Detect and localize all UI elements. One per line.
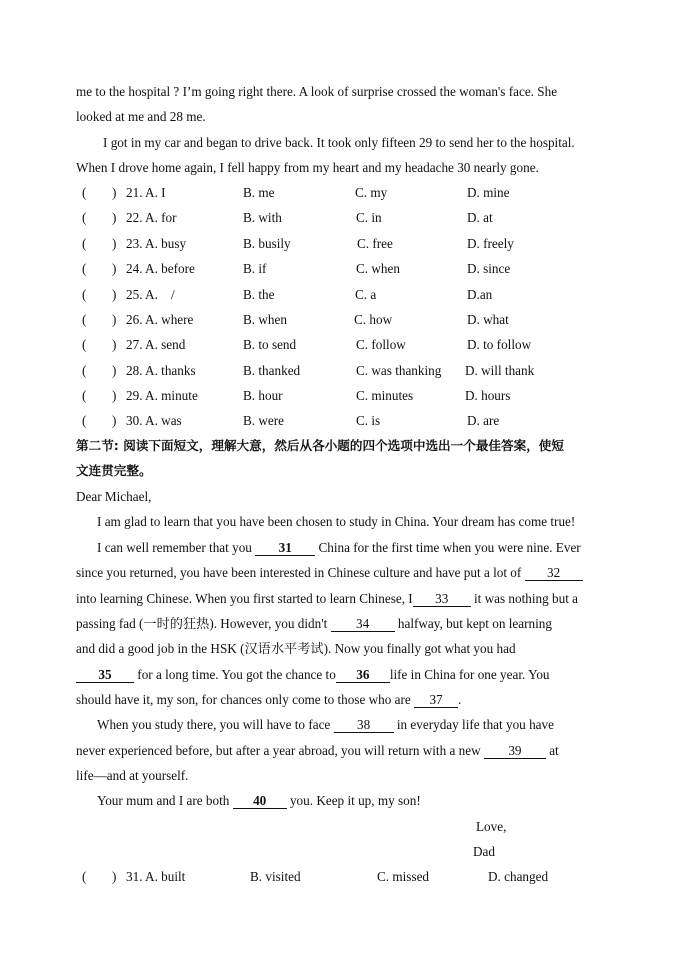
option-d: D. mine <box>467 185 510 200</box>
option-d: D.an <box>467 287 493 302</box>
blank-38: 38 <box>334 717 394 733</box>
option-b: B. hour <box>243 388 283 403</box>
letter-line <box>97 716 554 734</box>
answer-paren-open: ( <box>82 363 87 378</box>
option-a: 24. A. before <box>126 261 195 276</box>
option-a: 22. A. for <box>126 210 177 225</box>
letter-text: life in China for one year. You <box>389 667 550 682</box>
option-d: D. at <box>467 210 493 225</box>
option-a: 25. A. / <box>126 287 175 302</box>
answer-paren-open: ( <box>82 261 87 276</box>
option-a: 29. A. minute <box>126 388 198 403</box>
letter-line <box>76 564 583 582</box>
letter-text: into learning Chinese. When you first started to learn Chinese, I <box>76 591 413 606</box>
letter-text: passing fad (一时的狂热). However, you didn't <box>76 616 328 631</box>
letter-line <box>76 590 578 608</box>
option-b: B. the <box>243 287 275 302</box>
blank-39: 39 <box>484 743 546 759</box>
answer-paren-open: ( <box>82 210 87 225</box>
answer-paren-open: ( <box>82 312 87 327</box>
option-d: D. what <box>467 312 509 327</box>
letter-greeting: Dear Michael, <box>76 489 152 504</box>
answer-paren-close: ) <box>112 337 117 352</box>
letter-text: since you returned, you have been interested in Chinese culture and have put a lot of <box>76 565 522 580</box>
answer-paren-close: ) <box>112 363 117 378</box>
answer-paren-close: ) <box>112 869 117 884</box>
letter-text: for a long time. You got the chance to <box>137 667 336 682</box>
answer-paren-open: ( <box>82 413 87 428</box>
option-b: B. to send <box>243 337 297 352</box>
answer-paren-close: ) <box>112 261 117 276</box>
letter-line <box>76 742 559 760</box>
letter-text: should have it, my son, for chances only come to those who are <box>76 692 411 707</box>
option-d: D. since <box>467 261 511 276</box>
answer-paren-close: ) <box>112 236 117 251</box>
passage-line: When I drove home again, I fell happy from my heart and my headache 30 nearly gone. <box>76 160 539 175</box>
option-c: C. follow <box>356 337 406 352</box>
answer-paren-open: ( <box>82 287 87 302</box>
letter-line <box>76 691 461 709</box>
answer-paren-close: ) <box>112 287 117 302</box>
option-a: 28. A. thanks <box>126 363 196 378</box>
passage-line: looked at me and 28 me. <box>76 109 206 124</box>
option-d: D. freely <box>467 236 514 251</box>
option-b: B. me <box>243 185 275 200</box>
blank-31: 31 <box>255 540 315 556</box>
option-c: C. is <box>356 413 381 428</box>
option-c: C. how <box>354 312 393 327</box>
letter-line <box>76 666 550 684</box>
option-d: D. changed <box>488 869 549 884</box>
letter-text: at <box>549 743 559 758</box>
letter-line: and did a good job in the HSK (汉语水平考试). Now you finally got what you had <box>76 641 516 656</box>
letter-text: I can well remember that you <box>97 540 252 555</box>
answer-paren-open: ( <box>82 388 87 403</box>
option-a: 30. A. was <box>126 413 182 428</box>
section-heading: 文连贯完整。 <box>76 463 152 478</box>
passage-line: me to the hospital ? I’m going right there. A look of surprise crossed the woman's face. She <box>76 84 558 99</box>
option-c: C. minutes <box>356 388 414 403</box>
answer-paren-close: ) <box>112 312 117 327</box>
letter-line <box>76 615 552 633</box>
letter-line: I am glad to learn that you have been chosen to study in China. Your dream has come true! <box>97 514 576 529</box>
letter-text: in everyday life that you have <box>396 717 554 732</box>
option-c: C. missed <box>377 869 430 884</box>
option-c: C. my <box>355 185 388 200</box>
letter-text: Your mum and I are both <box>97 793 230 808</box>
blank-40: 40 <box>233 793 287 809</box>
answer-paren-close: ) <box>112 185 117 200</box>
answer-paren-open: ( <box>82 337 87 352</box>
letter-text: never experienced before, but after a year abroad, you will return with a new <box>76 743 481 758</box>
blank-34: 34 <box>331 616 395 632</box>
option-c: C. in <box>356 210 382 225</box>
option-d: D. hours <box>465 388 511 403</box>
letter-line <box>97 539 581 557</box>
option-d: D. are <box>467 413 500 428</box>
answer-paren-close: ) <box>112 210 117 225</box>
letter-text: . <box>458 692 462 707</box>
letter-text: it was nothing but a <box>473 591 579 606</box>
letter-signature: Dad <box>473 844 495 859</box>
blank-36: 36 <box>336 667 390 683</box>
blank-35: 35 <box>76 667 134 683</box>
option-b: B. visited <box>250 869 301 884</box>
letter-line <box>97 792 421 810</box>
answer-paren-close: ) <box>112 413 117 428</box>
answer-paren-open: ( <box>82 236 87 251</box>
option-a: 26. A. where <box>126 312 194 327</box>
option-d: D. to follow <box>467 337 532 352</box>
option-a: 31. A. built <box>126 869 186 884</box>
letter-text: you. Keep it up, my son! <box>289 793 421 808</box>
section-heading: 第二节: 阅读下面短文，理解大意，然后从各小题的四个选项中选出一个最佳答案，使短 <box>76 438 564 453</box>
option-b: B. busily <box>243 236 291 251</box>
blank-37: 37 <box>414 692 458 708</box>
option-a: 27. A. send <box>126 337 186 352</box>
blank-33: 33 <box>413 591 471 607</box>
option-c: C. when <box>356 261 400 276</box>
blank-32: 32 <box>525 565 583 581</box>
passage-line: I got in my car and began to drive back. It took only fifteen 29 to send her to the hospital. <box>103 135 575 150</box>
option-c: C. free <box>357 236 393 251</box>
answer-paren-close: ) <box>112 388 117 403</box>
option-c: C. was thanking <box>356 363 442 378</box>
option-b: B. if <box>243 261 267 276</box>
option-b: B. were <box>243 413 285 428</box>
option-b: B. thanked <box>243 363 301 378</box>
answer-paren-open: ( <box>82 869 87 884</box>
option-d: D. will thank <box>465 363 535 378</box>
answer-paren-open: ( <box>82 185 87 200</box>
letter-line: life—and at yourself. <box>76 768 189 783</box>
option-c: C. a <box>355 287 377 302</box>
letter-text: When you study there, you will have to face <box>97 717 331 732</box>
option-b: B. when <box>243 312 287 327</box>
letter-closing: Love, <box>476 819 507 834</box>
letter-text: China for the first time when you were nine. Ever <box>318 540 581 555</box>
option-b: B. with <box>243 210 282 225</box>
option-a: 21. A. I <box>126 185 166 200</box>
option-a: 23. A. busy <box>126 236 187 251</box>
letter-text: halfway, but kept on learning <box>397 616 552 631</box>
